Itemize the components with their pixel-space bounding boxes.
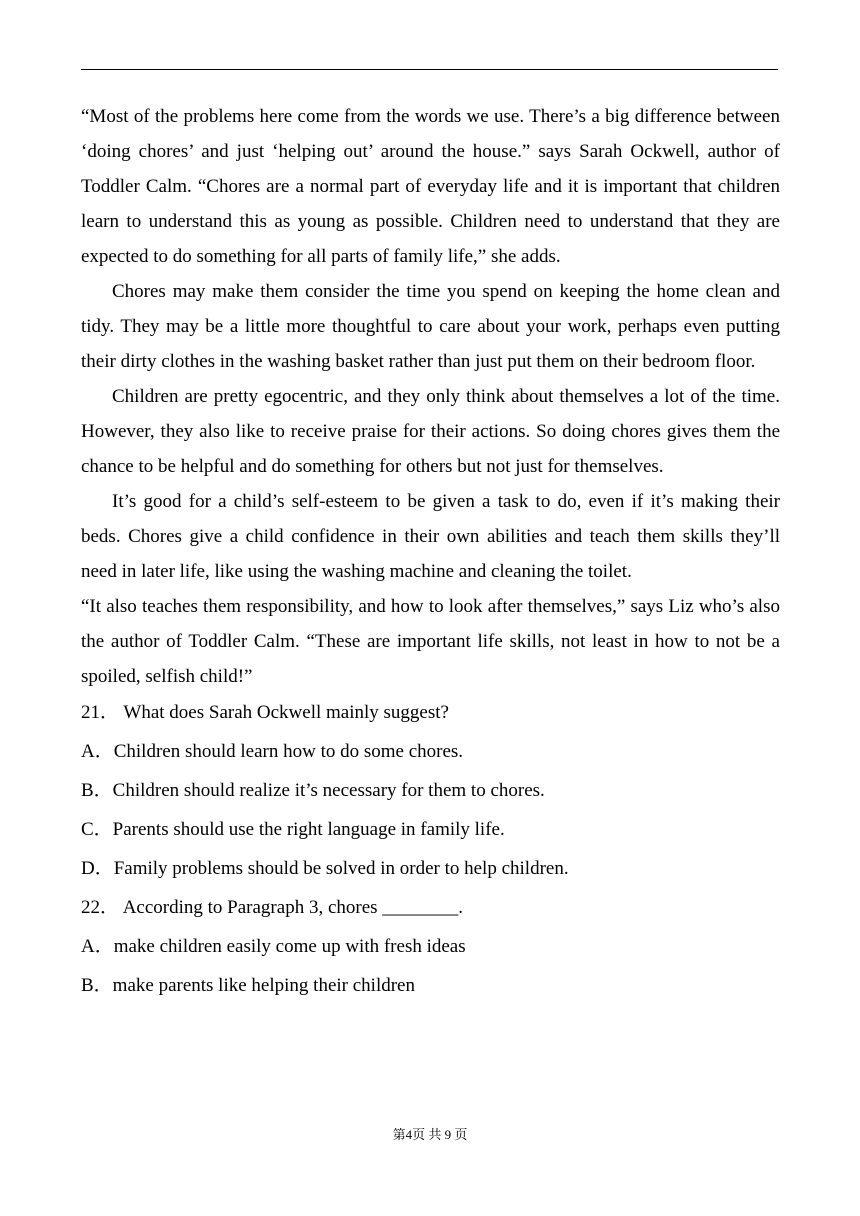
header-rule: [81, 69, 778, 70]
question-21-option-c: C．Parents should use the right language in family life.: [81, 819, 505, 840]
paragraph-4: It’s good for a child’s self-esteem to be given a task to do, even if it’s making their beds. Chores give a child confidence in their own abilities and teach them skills they’ll need in later life, like using the washing machine and cleaning the toilet.: [81, 491, 780, 582]
question-22-stem: 22． According to Paragraph 3, chores ________.: [81, 897, 464, 918]
question-21-option-d: D．Family problems should be solved in order to help children.: [81, 858, 569, 879]
question-22-option-b: B．make parents like helping their children: [81, 975, 415, 996]
question-22-option-a: A．make children easily come up with fresh ideas: [81, 936, 466, 957]
question-21-option-a: A．Children should learn how to do some chores.: [81, 741, 464, 762]
question-21-stem: 21． What does Sarah Ockwell mainly suggest?: [81, 702, 449, 723]
paragraph-5: “It also teaches them responsibility, and how to look after themselves,” says Liz who’s also the author of Toddler Calm. “These are important life skills, not least in how to not be a spoiled, selfish child!”: [81, 596, 780, 687]
paragraph-2: Chores may make them consider the time you spend on keeping the home clean and tidy. They may be a little more thoughtful to care about your work, perhaps even putting their dirty clothes in the washing basket rather than just put them on their bedroom floor.: [81, 281, 780, 372]
page-footer: 第4页 共 9 页: [392, 1127, 468, 1142]
paragraph-1: “Most of the problems here come from the words we use. There’s a big difference between ‘doing chores’ and just ‘helping out’ around the house.” says Sarah Ockwell, author of Toddler Calm. “Chores are a normal part of everyday life and it is important that children learn to understand this as young as possible. Children need to understand that they are expected to do something for all parts of family life,” she adds.: [81, 106, 780, 267]
document-body: [81, 99, 780, 1003]
question-21-option-b: B．Children should realize it’s necessary for them to chores.: [81, 780, 545, 801]
paragraph-3: Children are pretty egocentric, and they only think about themselves a lot of the time. However, they also like to receive praise for their actions. So doing chores gives them the chance to be helpful and do something for others but not just for themselves.: [81, 386, 780, 477]
